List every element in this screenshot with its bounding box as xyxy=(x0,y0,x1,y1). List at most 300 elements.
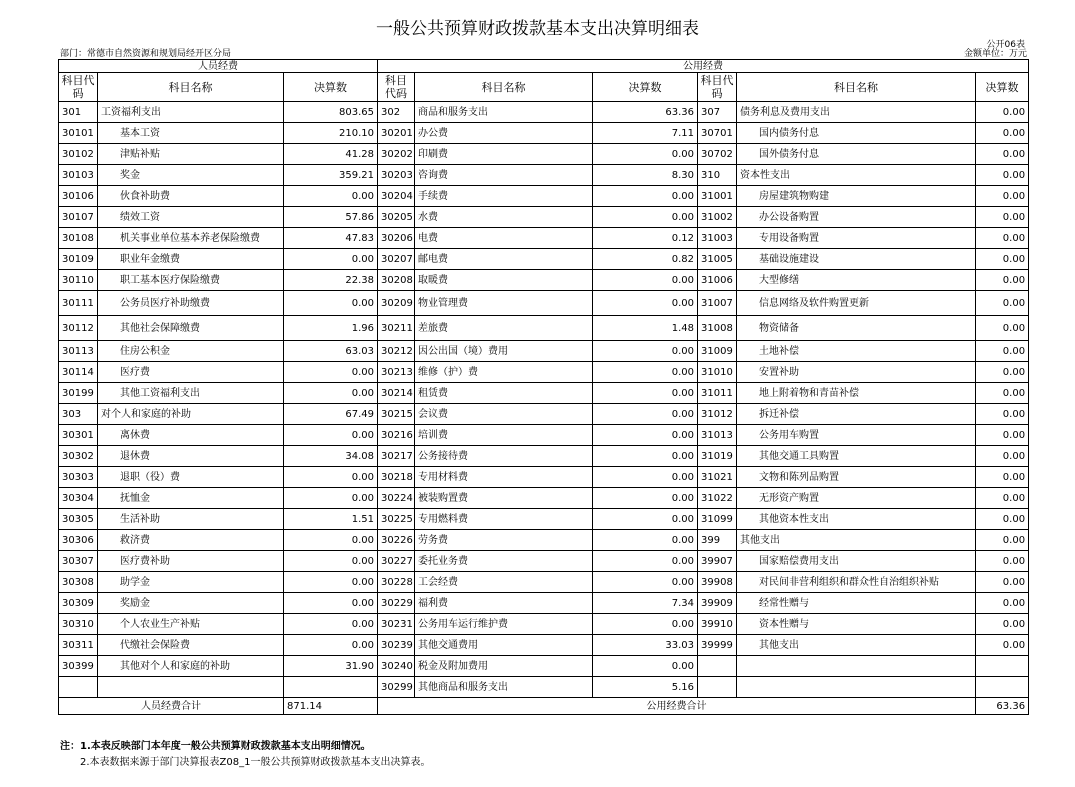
public-name-cell: 工会经费 xyxy=(415,572,593,593)
table-row xyxy=(59,551,1029,572)
public-name-cell-2: 公务用车购置 xyxy=(737,425,976,446)
personnel-name-cell: 抚恤金 xyxy=(98,488,284,509)
public-amount-cell-2: 0.00 xyxy=(976,509,1029,530)
public-code-cell-2: 30701 xyxy=(698,123,737,144)
personnel-code-cell: 30109 xyxy=(59,249,98,270)
personnel-name-cell: 绩效工资 xyxy=(98,207,284,228)
public-code-cell: 30239 xyxy=(378,635,415,656)
personnel-amount-cell: 41.28 xyxy=(284,144,378,165)
public-name-cell: 其他交通费用 xyxy=(415,635,593,656)
public-amount-cell-2: 0.00 xyxy=(976,186,1029,207)
public-amount-cell-2: 0.00 xyxy=(976,165,1029,186)
public-code-cell-2: 31011 xyxy=(698,383,737,404)
public-amount-cell-2: 0.00 xyxy=(976,488,1029,509)
table-row xyxy=(59,207,1029,228)
personnel-amount-cell: 0.00 xyxy=(284,425,378,446)
public-name-cell-2: 资本性支出 xyxy=(737,165,976,186)
public-code-cell-2: 31022 xyxy=(698,488,737,509)
public-code-cell-2: 31019 xyxy=(698,446,737,467)
public-code-cell-2: 310 xyxy=(698,165,737,186)
public-amount-cell-2: 0.00 xyxy=(976,551,1029,572)
table-row xyxy=(59,341,1029,362)
public-code-cell: 30231 xyxy=(378,614,415,635)
public-name-cell: 租赁费 xyxy=(415,383,593,404)
public-name-cell-2: 其他支出 xyxy=(737,530,976,551)
public-code-cell: 30228 xyxy=(378,572,415,593)
personnel-code-cell: 30308 xyxy=(59,572,98,593)
public-code-cell-2 xyxy=(698,677,737,698)
table-row xyxy=(59,593,1029,614)
public-amount-cell: 0.00 xyxy=(593,614,698,635)
public-code-cell-2: 31012 xyxy=(698,404,737,425)
personnel-amount-cell: 0.00 xyxy=(284,593,378,614)
table-row xyxy=(59,656,1029,677)
form-number: 公开06表 xyxy=(986,40,1025,50)
public-code-cell-2: 39908 xyxy=(698,572,737,593)
public-code-cell: 30212 xyxy=(378,341,415,362)
public-name-cell-2: 对民间非营利组织和群众性自治组织补贴 xyxy=(737,572,976,593)
personnel-code-cell: 30399 xyxy=(59,656,98,677)
public-code-cell: 30215 xyxy=(378,404,415,425)
header-amount: 决算数 xyxy=(593,73,698,102)
public-amount-cell: 0.00 xyxy=(593,341,698,362)
personnel-code-cell: 30113 xyxy=(59,341,98,362)
personnel-name-cell: 医疗费 xyxy=(98,362,284,383)
public-total-value: 63.36 xyxy=(976,698,1029,715)
personnel-total-label: 人员经费合计 xyxy=(59,698,284,715)
personnel-total-value: 871.14 xyxy=(284,698,378,715)
public-name-cell: 商品和服务支出 xyxy=(415,102,593,123)
public-code-cell-2: 31001 xyxy=(698,186,737,207)
public-name-cell: 公务接待费 xyxy=(415,446,593,467)
personnel-amount-cell: 0.00 xyxy=(284,572,378,593)
table-row xyxy=(59,488,1029,509)
personnel-code-cell: 30301 xyxy=(59,425,98,446)
public-code-cell: 30217 xyxy=(378,446,415,467)
public-amount-cell: 0.00 xyxy=(593,488,698,509)
public-name-cell: 会议费 xyxy=(415,404,593,425)
personnel-amount-cell: 0.00 xyxy=(284,488,378,509)
public-name-cell-2: 债务利息及费用支出 xyxy=(737,102,976,123)
public-code-cell-2: 30702 xyxy=(698,144,737,165)
table-row xyxy=(59,614,1029,635)
public-amount-cell-2: 0.00 xyxy=(976,341,1029,362)
personnel-code-cell: 30310 xyxy=(59,614,98,635)
personnel-amount-cell: 67.49 xyxy=(284,404,378,425)
personnel-name-cell: 职工基本医疗保险缴费 xyxy=(98,270,284,291)
personnel-code-cell: 30111 xyxy=(59,291,98,316)
table-row xyxy=(59,635,1029,656)
personnel-code-cell: 30199 xyxy=(59,383,98,404)
header-name: 科目名称 xyxy=(98,73,284,102)
public-amount-cell: 0.00 xyxy=(593,207,698,228)
unit-label: 金额单位：万元 xyxy=(963,49,1027,59)
personnel-name-cell: 奖励金 xyxy=(98,593,284,614)
public-amount-cell-2: 0.00 xyxy=(976,404,1029,425)
public-name-cell: 税金及附加费用 xyxy=(415,656,593,677)
public-amount-cell-2: 0.00 xyxy=(976,635,1029,656)
public-name-cell-2: 基础设施建设 xyxy=(737,249,976,270)
personnel-amount-cell: 31.90 xyxy=(284,656,378,677)
public-name-cell: 专用材料费 xyxy=(415,467,593,488)
public-amount-cell-2: 0.00 xyxy=(976,207,1029,228)
personnel-amount-cell: 1.51 xyxy=(284,509,378,530)
personnel-name-cell: 工资福利支出 xyxy=(98,102,284,123)
personnel-name-cell: 对个人和家庭的补助 xyxy=(98,404,284,425)
table-row xyxy=(59,165,1029,186)
personnel-code-cell: 30307 xyxy=(59,551,98,572)
public-amount-cell-2 xyxy=(976,656,1029,677)
personnel-amount-cell: 0.00 xyxy=(284,551,378,572)
personnel-code-cell: 30103 xyxy=(59,165,98,186)
personnel-name-cell xyxy=(98,677,284,698)
personnel-amount-cell: 0.00 xyxy=(284,249,378,270)
table-row xyxy=(59,249,1029,270)
personnel-amount-cell: 0.00 xyxy=(284,383,378,404)
personnel-code-cell: 30309 xyxy=(59,593,98,614)
personnel-name-cell: 奖金 xyxy=(98,165,284,186)
public-code-cell-2: 31099 xyxy=(698,509,737,530)
public-code-cell-2: 307 xyxy=(698,102,737,123)
public-amount-cell: 7.34 xyxy=(593,593,698,614)
table-row xyxy=(59,316,1029,341)
public-name-cell: 劳务费 xyxy=(415,530,593,551)
public-amount-cell-2: 0.00 xyxy=(976,228,1029,249)
personnel-code-cell: 30106 xyxy=(59,186,98,207)
public-name-cell: 手续费 xyxy=(415,186,593,207)
public-amount-cell: 8.30 xyxy=(593,165,698,186)
public-amount-cell: 7.11 xyxy=(593,123,698,144)
public-code-cell: 30216 xyxy=(378,425,415,446)
section-header-row xyxy=(59,60,1029,73)
header-name: 科目名称 xyxy=(415,73,593,102)
personnel-amount-cell: 63.03 xyxy=(284,341,378,362)
personnel-code-cell: 301 xyxy=(59,102,98,123)
public-code-cell: 30225 xyxy=(378,509,415,530)
public-amount-cell-2: 0.00 xyxy=(976,270,1029,291)
public-code-cell-2: 31005 xyxy=(698,249,737,270)
note-2: 2.本表数据来源于部门决算报表Z08_1一般公共预算财政拨款基本支出决算表。 xyxy=(80,757,431,768)
header-code: 科目代码 xyxy=(59,73,98,102)
public-amount-cell-2: 0.00 xyxy=(976,467,1029,488)
public-name-cell-2: 专用设备购置 xyxy=(737,228,976,249)
public-name-cell: 咨询费 xyxy=(415,165,593,186)
table-row xyxy=(59,383,1029,404)
public-code-cell: 302 xyxy=(378,102,415,123)
section-public: 公用经费 xyxy=(378,60,1029,73)
personnel-amount-cell: 34.08 xyxy=(284,446,378,467)
public-amount-cell-2: 0.00 xyxy=(976,614,1029,635)
public-name-cell-2: 文物和陈列品购置 xyxy=(737,467,976,488)
public-code-cell-2 xyxy=(698,656,737,677)
personnel-code-cell: 30110 xyxy=(59,270,98,291)
personnel-code-cell: 30311 xyxy=(59,635,98,656)
personnel-name-cell: 机关事业单位基本养老保险缴费 xyxy=(98,228,284,249)
personnel-code-cell: 30114 xyxy=(59,362,98,383)
public-code-cell: 30224 xyxy=(378,488,415,509)
public-code-cell-2: 31010 xyxy=(698,362,737,383)
public-code-cell: 30202 xyxy=(378,144,415,165)
public-amount-cell-2: 0.00 xyxy=(976,249,1029,270)
personnel-code-cell: 30107 xyxy=(59,207,98,228)
personnel-code-cell: 30108 xyxy=(59,228,98,249)
header-amount: 决算数 xyxy=(976,73,1029,102)
personnel-name-cell: 助学金 xyxy=(98,572,284,593)
public-amount-cell: 5.16 xyxy=(593,677,698,698)
personnel-name-cell: 代缴社会保险费 xyxy=(98,635,284,656)
public-code-cell: 30213 xyxy=(378,362,415,383)
public-name-cell: 取暖费 xyxy=(415,270,593,291)
public-name-cell: 福利费 xyxy=(415,593,593,614)
totals-row xyxy=(59,698,1029,715)
header-name: 科目名称 xyxy=(737,73,976,102)
table-row xyxy=(59,446,1029,467)
personnel-name-cell: 其他社会保障缴费 xyxy=(98,316,284,341)
personnel-name-cell: 离休费 xyxy=(98,425,284,446)
public-amount-cell: 0.00 xyxy=(593,270,698,291)
table-row xyxy=(59,425,1029,446)
personnel-name-cell: 生活补助 xyxy=(98,509,284,530)
note-1: 注：1.本表反映部门本年度一般公共预算财政拨款基本支出明细情况。 xyxy=(60,741,371,752)
personnel-amount-cell: 0.00 xyxy=(284,530,378,551)
column-header-row xyxy=(59,73,1029,102)
public-amount-cell: 63.36 xyxy=(593,102,698,123)
personnel-code-cell: 30101 xyxy=(59,123,98,144)
personnel-name-cell: 职业年金缴费 xyxy=(98,249,284,270)
section-personnel: 人员经费 xyxy=(59,60,378,73)
notes xyxy=(60,739,430,771)
personnel-name-cell: 伙食补助费 xyxy=(98,186,284,207)
personnel-code-cell: 30305 xyxy=(59,509,98,530)
public-amount-cell-2: 0.00 xyxy=(976,316,1029,341)
public-code-cell-2: 39907 xyxy=(698,551,737,572)
public-name-cell: 专用燃料费 xyxy=(415,509,593,530)
public-name-cell-2: 信息网络及软件购置更新 xyxy=(737,291,976,316)
page-title: 一般公共预算财政拨款基本支出决算明细表 xyxy=(376,19,699,39)
public-code-cell: 30218 xyxy=(378,467,415,488)
public-amount-cell: 0.00 xyxy=(593,467,698,488)
table-row xyxy=(59,123,1029,144)
public-name-cell: 委托业务费 xyxy=(415,551,593,572)
public-amount-cell: 33.03 xyxy=(593,635,698,656)
public-amount-cell: 0.82 xyxy=(593,249,698,270)
public-code-cell: 30204 xyxy=(378,186,415,207)
personnel-name-cell: 津贴补贴 xyxy=(98,144,284,165)
table-row xyxy=(59,572,1029,593)
public-code-cell-2: 31006 xyxy=(698,270,737,291)
public-name-cell-2: 国内债务付息 xyxy=(737,123,976,144)
personnel-name-cell: 个人农业生产补贴 xyxy=(98,614,284,635)
public-name-cell-2: 其他资本性支出 xyxy=(737,509,976,530)
public-amount-cell-2: 0.00 xyxy=(976,102,1029,123)
personnel-amount-cell: 0.00 xyxy=(284,291,378,316)
public-name-cell-2: 土地补偿 xyxy=(737,341,976,362)
header-code: 科目代码 xyxy=(698,73,737,102)
public-code-cell-2: 39910 xyxy=(698,614,737,635)
public-code-cell-2: 39909 xyxy=(698,593,737,614)
personnel-code-cell: 30306 xyxy=(59,530,98,551)
table-row xyxy=(59,144,1029,165)
table-row xyxy=(59,362,1029,383)
table-row xyxy=(59,270,1029,291)
public-code-cell-2: 31009 xyxy=(698,341,737,362)
personnel-name-cell: 退休费 xyxy=(98,446,284,467)
personnel-name-cell: 基本工资 xyxy=(98,123,284,144)
personnel-amount-cell: 57.86 xyxy=(284,207,378,228)
public-name-cell-2: 其他交通工具购置 xyxy=(737,446,976,467)
personnel-name-cell: 医疗费补助 xyxy=(98,551,284,572)
public-amount-cell: 0.00 xyxy=(593,383,698,404)
personnel-amount-cell: 1.96 xyxy=(284,316,378,341)
public-name-cell: 邮电费 xyxy=(415,249,593,270)
personnel-amount-cell: 47.83 xyxy=(284,228,378,249)
public-name-cell-2: 安置补助 xyxy=(737,362,976,383)
public-code-cell: 30229 xyxy=(378,593,415,614)
personnel-amount-cell: 0.00 xyxy=(284,186,378,207)
public-name-cell: 水费 xyxy=(415,207,593,228)
table-row xyxy=(59,404,1029,425)
public-amount-cell: 0.00 xyxy=(593,551,698,572)
public-amount-cell: 0.00 xyxy=(593,656,698,677)
public-amount-cell-2: 0.00 xyxy=(976,123,1029,144)
public-code-cell: 30240 xyxy=(378,656,415,677)
public-code-cell-2: 31013 xyxy=(698,425,737,446)
personnel-amount-cell: 210.10 xyxy=(284,123,378,144)
personnel-amount-cell: 0.00 xyxy=(284,635,378,656)
personnel-name-cell: 救济费 xyxy=(98,530,284,551)
personnel-amount-cell: 359.21 xyxy=(284,165,378,186)
public-amount-cell-2: 0.00 xyxy=(976,572,1029,593)
public-amount-cell: 1.48 xyxy=(593,316,698,341)
public-name-cell: 电费 xyxy=(415,228,593,249)
public-name-cell: 维修（护）费 xyxy=(415,362,593,383)
public-name-cell-2: 大型修缮 xyxy=(737,270,976,291)
personnel-name-cell: 住房公积金 xyxy=(98,341,284,362)
public-code-cell: 30299 xyxy=(378,677,415,698)
public-name-cell-2: 办公设备购置 xyxy=(737,207,976,228)
public-name-cell-2: 物资储备 xyxy=(737,316,976,341)
public-code-cell-2: 31003 xyxy=(698,228,737,249)
public-name-cell-2: 拆迁补偿 xyxy=(737,404,976,425)
table-row xyxy=(59,102,1029,123)
public-name-cell-2: 经常性赠与 xyxy=(737,593,976,614)
table-row xyxy=(59,186,1029,207)
public-name-cell-2 xyxy=(737,677,976,698)
public-code-cell-2: 399 xyxy=(698,530,737,551)
public-name-cell: 培训费 xyxy=(415,425,593,446)
public-code-cell: 30207 xyxy=(378,249,415,270)
header-code: 科目代码 xyxy=(378,73,415,102)
public-name-cell-2: 房屋建筑物购建 xyxy=(737,186,976,207)
meta-row xyxy=(60,46,1027,58)
public-code-cell: 30214 xyxy=(378,383,415,404)
public-code-cell-2: 31002 xyxy=(698,207,737,228)
personnel-amount-cell: 0.00 xyxy=(284,467,378,488)
public-name-cell-2: 其他支出 xyxy=(737,635,976,656)
public-total-label: 公用经费合计 xyxy=(378,698,976,715)
public-code-cell: 30203 xyxy=(378,165,415,186)
public-code-cell: 30201 xyxy=(378,123,415,144)
personnel-name-cell: 公务员医疗补助缴费 xyxy=(98,291,284,316)
personnel-code-cell: 30304 xyxy=(59,488,98,509)
table-row xyxy=(59,530,1029,551)
public-code-cell: 30206 xyxy=(378,228,415,249)
public-name-cell-2 xyxy=(737,656,976,677)
personnel-name-cell: 其他对个人和家庭的补助 xyxy=(98,656,284,677)
public-name-cell-2: 国外债务付息 xyxy=(737,144,976,165)
public-amount-cell: 0.00 xyxy=(593,362,698,383)
department-label: 部门：常德市自然资源和规划局经开区分局 xyxy=(60,49,232,59)
public-name-cell-2: 资本性赠与 xyxy=(737,614,976,635)
personnel-code-cell: 30302 xyxy=(59,446,98,467)
public-amount-cell-2: 0.00 xyxy=(976,144,1029,165)
public-amount-cell: 0.12 xyxy=(593,228,698,249)
expenditure-table xyxy=(58,59,1029,715)
table-row xyxy=(59,677,1029,698)
public-amount-cell: 0.00 xyxy=(593,446,698,467)
public-code-cell: 30205 xyxy=(378,207,415,228)
personnel-code-cell: 30102 xyxy=(59,144,98,165)
public-name-cell: 因公出国（境）费用 xyxy=(415,341,593,362)
public-amount-cell: 0.00 xyxy=(593,572,698,593)
public-amount-cell: 0.00 xyxy=(593,291,698,316)
public-code-cell: 30211 xyxy=(378,316,415,341)
personnel-code-cell: 30112 xyxy=(59,316,98,341)
public-code-cell: 30209 xyxy=(378,291,415,316)
public-amount-cell-2: 0.00 xyxy=(976,362,1029,383)
personnel-amount-cell: 22.38 xyxy=(284,270,378,291)
header-amount: 决算数 xyxy=(284,73,378,102)
public-amount-cell: 0.00 xyxy=(593,425,698,446)
public-name-cell: 其他商品和服务支出 xyxy=(415,677,593,698)
public-code-cell: 30227 xyxy=(378,551,415,572)
public-code-cell: 30226 xyxy=(378,530,415,551)
public-amount-cell: 0.00 xyxy=(593,404,698,425)
table-row xyxy=(59,228,1029,249)
public-amount-cell-2: 0.00 xyxy=(976,291,1029,316)
public-name-cell: 办公费 xyxy=(415,123,593,144)
public-name-cell-2: 国家赔偿费用支出 xyxy=(737,551,976,572)
public-amount-cell-2: 0.00 xyxy=(976,425,1029,446)
public-code-cell-2: 31007 xyxy=(698,291,737,316)
personnel-amount-cell: 803.65 xyxy=(284,102,378,123)
public-amount-cell-2: 0.00 xyxy=(976,530,1029,551)
personnel-code-cell: 30303 xyxy=(59,467,98,488)
table-row xyxy=(59,291,1029,316)
public-name-cell-2: 地上附着物和青苗补偿 xyxy=(737,383,976,404)
public-amount-cell-2: 0.00 xyxy=(976,446,1029,467)
personnel-name-cell: 其他工资福利支出 xyxy=(98,383,284,404)
public-amount-cell: 0.00 xyxy=(593,530,698,551)
public-code-cell-2: 31021 xyxy=(698,467,737,488)
public-name-cell: 被装购置费 xyxy=(415,488,593,509)
public-amount-cell-2: 0.00 xyxy=(976,593,1029,614)
public-name-cell: 差旅费 xyxy=(415,316,593,341)
public-amount-cell-2: 0.00 xyxy=(976,383,1029,404)
personnel-amount-cell: 0.00 xyxy=(284,362,378,383)
personnel-amount-cell xyxy=(284,677,378,698)
table-row xyxy=(59,509,1029,530)
personnel-name-cell: 退职（役）费 xyxy=(98,467,284,488)
personnel-code-cell xyxy=(59,677,98,698)
public-amount-cell: 0.00 xyxy=(593,509,698,530)
public-name-cell: 印刷费 xyxy=(415,144,593,165)
public-amount-cell: 0.00 xyxy=(593,144,698,165)
public-amount-cell-2 xyxy=(976,677,1029,698)
public-code-cell-2: 39999 xyxy=(698,635,737,656)
public-amount-cell: 0.00 xyxy=(593,186,698,207)
personnel-amount-cell: 0.00 xyxy=(284,614,378,635)
